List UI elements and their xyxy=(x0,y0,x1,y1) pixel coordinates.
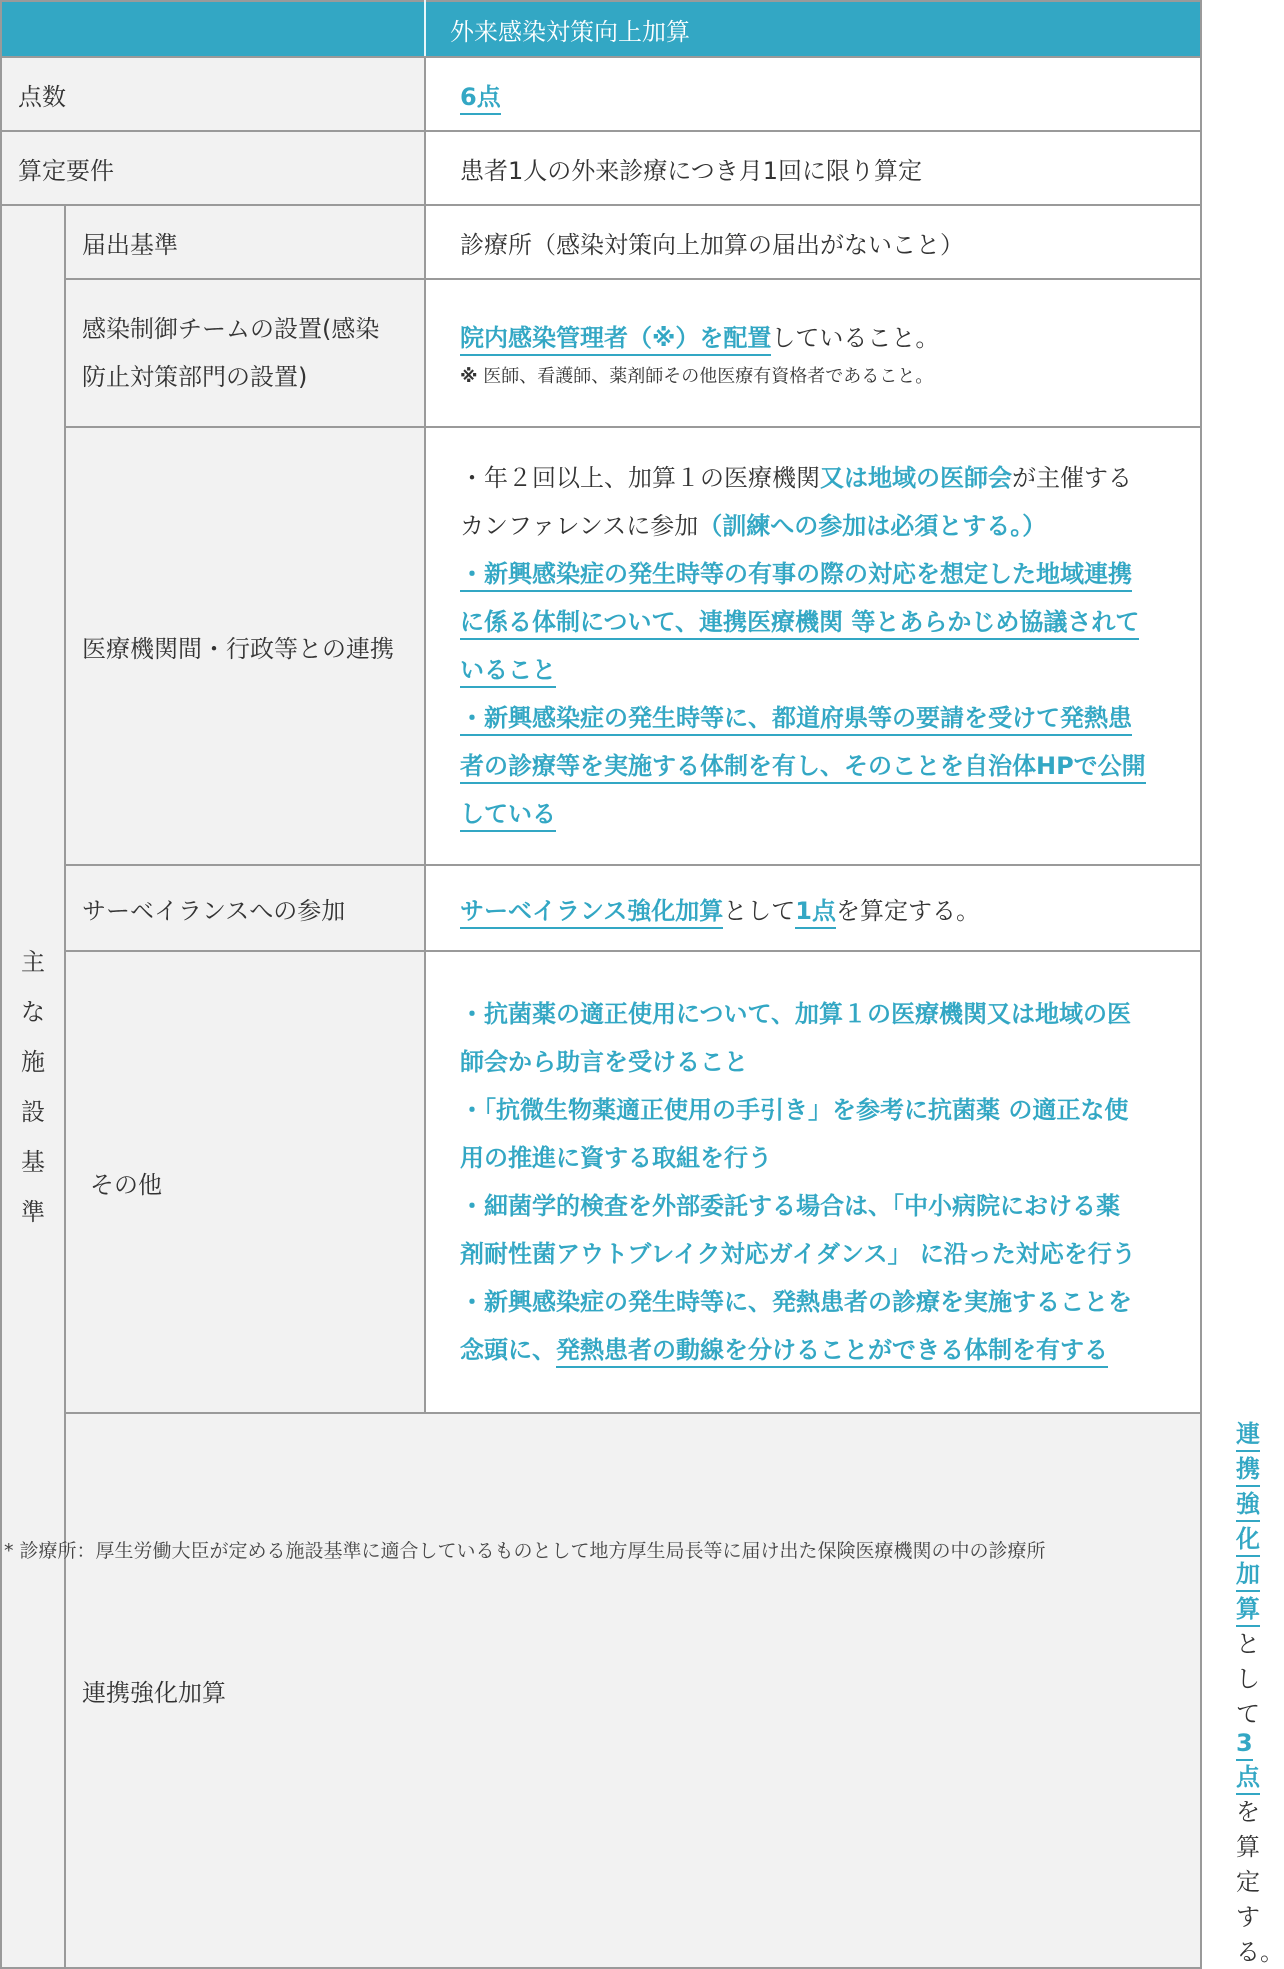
filing-label: 届出基準 xyxy=(65,205,425,279)
surveillance-text: を算定する。 xyxy=(835,896,980,925)
others-item: 用の推進に資する取組を行う xyxy=(460,1144,772,1172)
group-char: 準 xyxy=(21,1197,45,1226)
table-header-row xyxy=(1,1,1201,57)
coop-text: が主催する xyxy=(1012,464,1132,492)
infection-manager-link[interactable]: 院内感染管理者（※）を配置 xyxy=(460,324,771,356)
team-note: 医師、看護師、薬剤師その他医療有資格者であること。 xyxy=(483,366,934,387)
group-char: な xyxy=(21,997,45,1026)
group-char: 基 xyxy=(21,1147,45,1176)
group-char: 主 xyxy=(21,947,45,976)
coop-highlight: （訓練への参加は必須とする。） xyxy=(698,512,1047,540)
requirement-label: 算定要件 xyxy=(1,131,425,205)
coop-bonus-text: として xyxy=(1236,1630,1260,1728)
points-row xyxy=(1,57,1201,131)
coop-link[interactable]: ・新興感染症の発生時等の有事の際の対応を想定した地域連携 xyxy=(460,560,1132,592)
others-row xyxy=(1,951,1201,1413)
points-label: 点数 xyxy=(1,57,425,131)
surveillance-points[interactable]: 1点 xyxy=(795,897,836,929)
coop-link[interactable]: いること xyxy=(460,656,556,688)
team-label-line: 防止対策部門の設置) xyxy=(82,363,308,391)
surveillance-row xyxy=(1,865,1201,951)
coop-text: カンファレンスに参加 xyxy=(460,512,699,540)
surveillance-bonus-link[interactable]: サーベイランス強化加算 xyxy=(460,897,723,929)
coop-bonus-label: 連携強化加算 xyxy=(65,1413,1201,1968)
coop-bonus-link[interactable]: 連携強化加算 xyxy=(1236,1420,1260,1627)
others-label: その他 xyxy=(65,951,425,1413)
group-char: 施 xyxy=(21,1047,45,1076)
cooperation-label: 医療機関間・行政等との連携 xyxy=(65,427,425,865)
cooperation-row xyxy=(1,427,1201,865)
others-item: 剤耐性菌アウトブレイク対応ガイダンス」 に沿った対応を行う xyxy=(460,1240,1136,1268)
others-item: 念頭に、 xyxy=(460,1336,556,1364)
header-blank-cell xyxy=(1,1,425,57)
coop-bonus-points[interactable]: 3点 xyxy=(1236,1729,1260,1795)
team-label-line: 感染制御チームの設置(感染 xyxy=(82,315,380,343)
surveillance-text: として xyxy=(723,896,796,925)
requirement-value: 患者1人の外来診療につき月1回に限り算定 xyxy=(425,131,1201,205)
coop-bonus-row xyxy=(1,1413,1201,1968)
cooperation-value-cell xyxy=(425,427,1201,865)
others-item: ・「抗微生物薬適正使用の手引き」を参考に抗菌薬 の適正な使 xyxy=(460,1096,1129,1124)
points-value-cell xyxy=(425,57,1201,131)
coop-bonus-text: を算定する。 xyxy=(1236,1798,1284,1966)
coop-link[interactable]: に係る体制について、連携医療機関 等とあらかじめ協議されて xyxy=(460,608,1139,640)
points-value[interactable]: 6点 xyxy=(460,83,501,115)
team-value-cell xyxy=(425,279,1201,427)
requirement-row xyxy=(1,131,1201,205)
team-value-rest: していること。 xyxy=(771,324,940,352)
header-title: 外来感染対策向上加算 xyxy=(425,1,1201,57)
group-char: 設 xyxy=(21,1097,45,1126)
coop-highlight: 又は地域の医師会 xyxy=(820,464,1012,492)
team-row xyxy=(1,279,1201,427)
surveillance-value-cell xyxy=(425,865,1201,951)
others-link[interactable]: 発熱患者の動線を分けることができる体制を有する xyxy=(556,1336,1108,1368)
others-item: 師会から助言を受けること xyxy=(460,1048,748,1076)
surveillance-label: サーベイランスへの参加 xyxy=(65,865,425,951)
facility-standards-group-label xyxy=(1,205,65,1968)
coop-link[interactable]: ・新興感染症の発生時等に、都道府県等の要請を受けて発熱患 xyxy=(460,704,1132,736)
coop-link[interactable]: 者の診療等を実施する体制を有し、そのことを自治体HPで公開 xyxy=(460,752,1146,784)
team-label xyxy=(65,279,425,427)
note-mark: ※ xyxy=(460,366,478,387)
filing-row xyxy=(1,205,1201,279)
filing-value: 診療所（感染対策向上加算の届出がないこと） xyxy=(425,205,1201,279)
footnote: * 診療所：厚生労働大臣が定める施設基準に適合しているものとして地方厚生局長等に届け出た保険医療機関の中の診療所 xyxy=(4,1540,1046,1562)
others-item: ・細菌学的検査を外部委託する場合は、「中小病院における薬 xyxy=(460,1192,1120,1220)
others-value-cell xyxy=(425,951,1201,1413)
coop-link[interactable]: している xyxy=(460,800,556,832)
coop-text: ・年２回以上、加算１の医療機関 xyxy=(460,464,820,492)
others-item: ・新興感染症の発生時等に、発熱患者の診療を実施することを xyxy=(460,1288,1132,1316)
others-item: ・抗菌薬の適正使用について、加算１の医療機関又は地域の医 xyxy=(460,1000,1132,1028)
